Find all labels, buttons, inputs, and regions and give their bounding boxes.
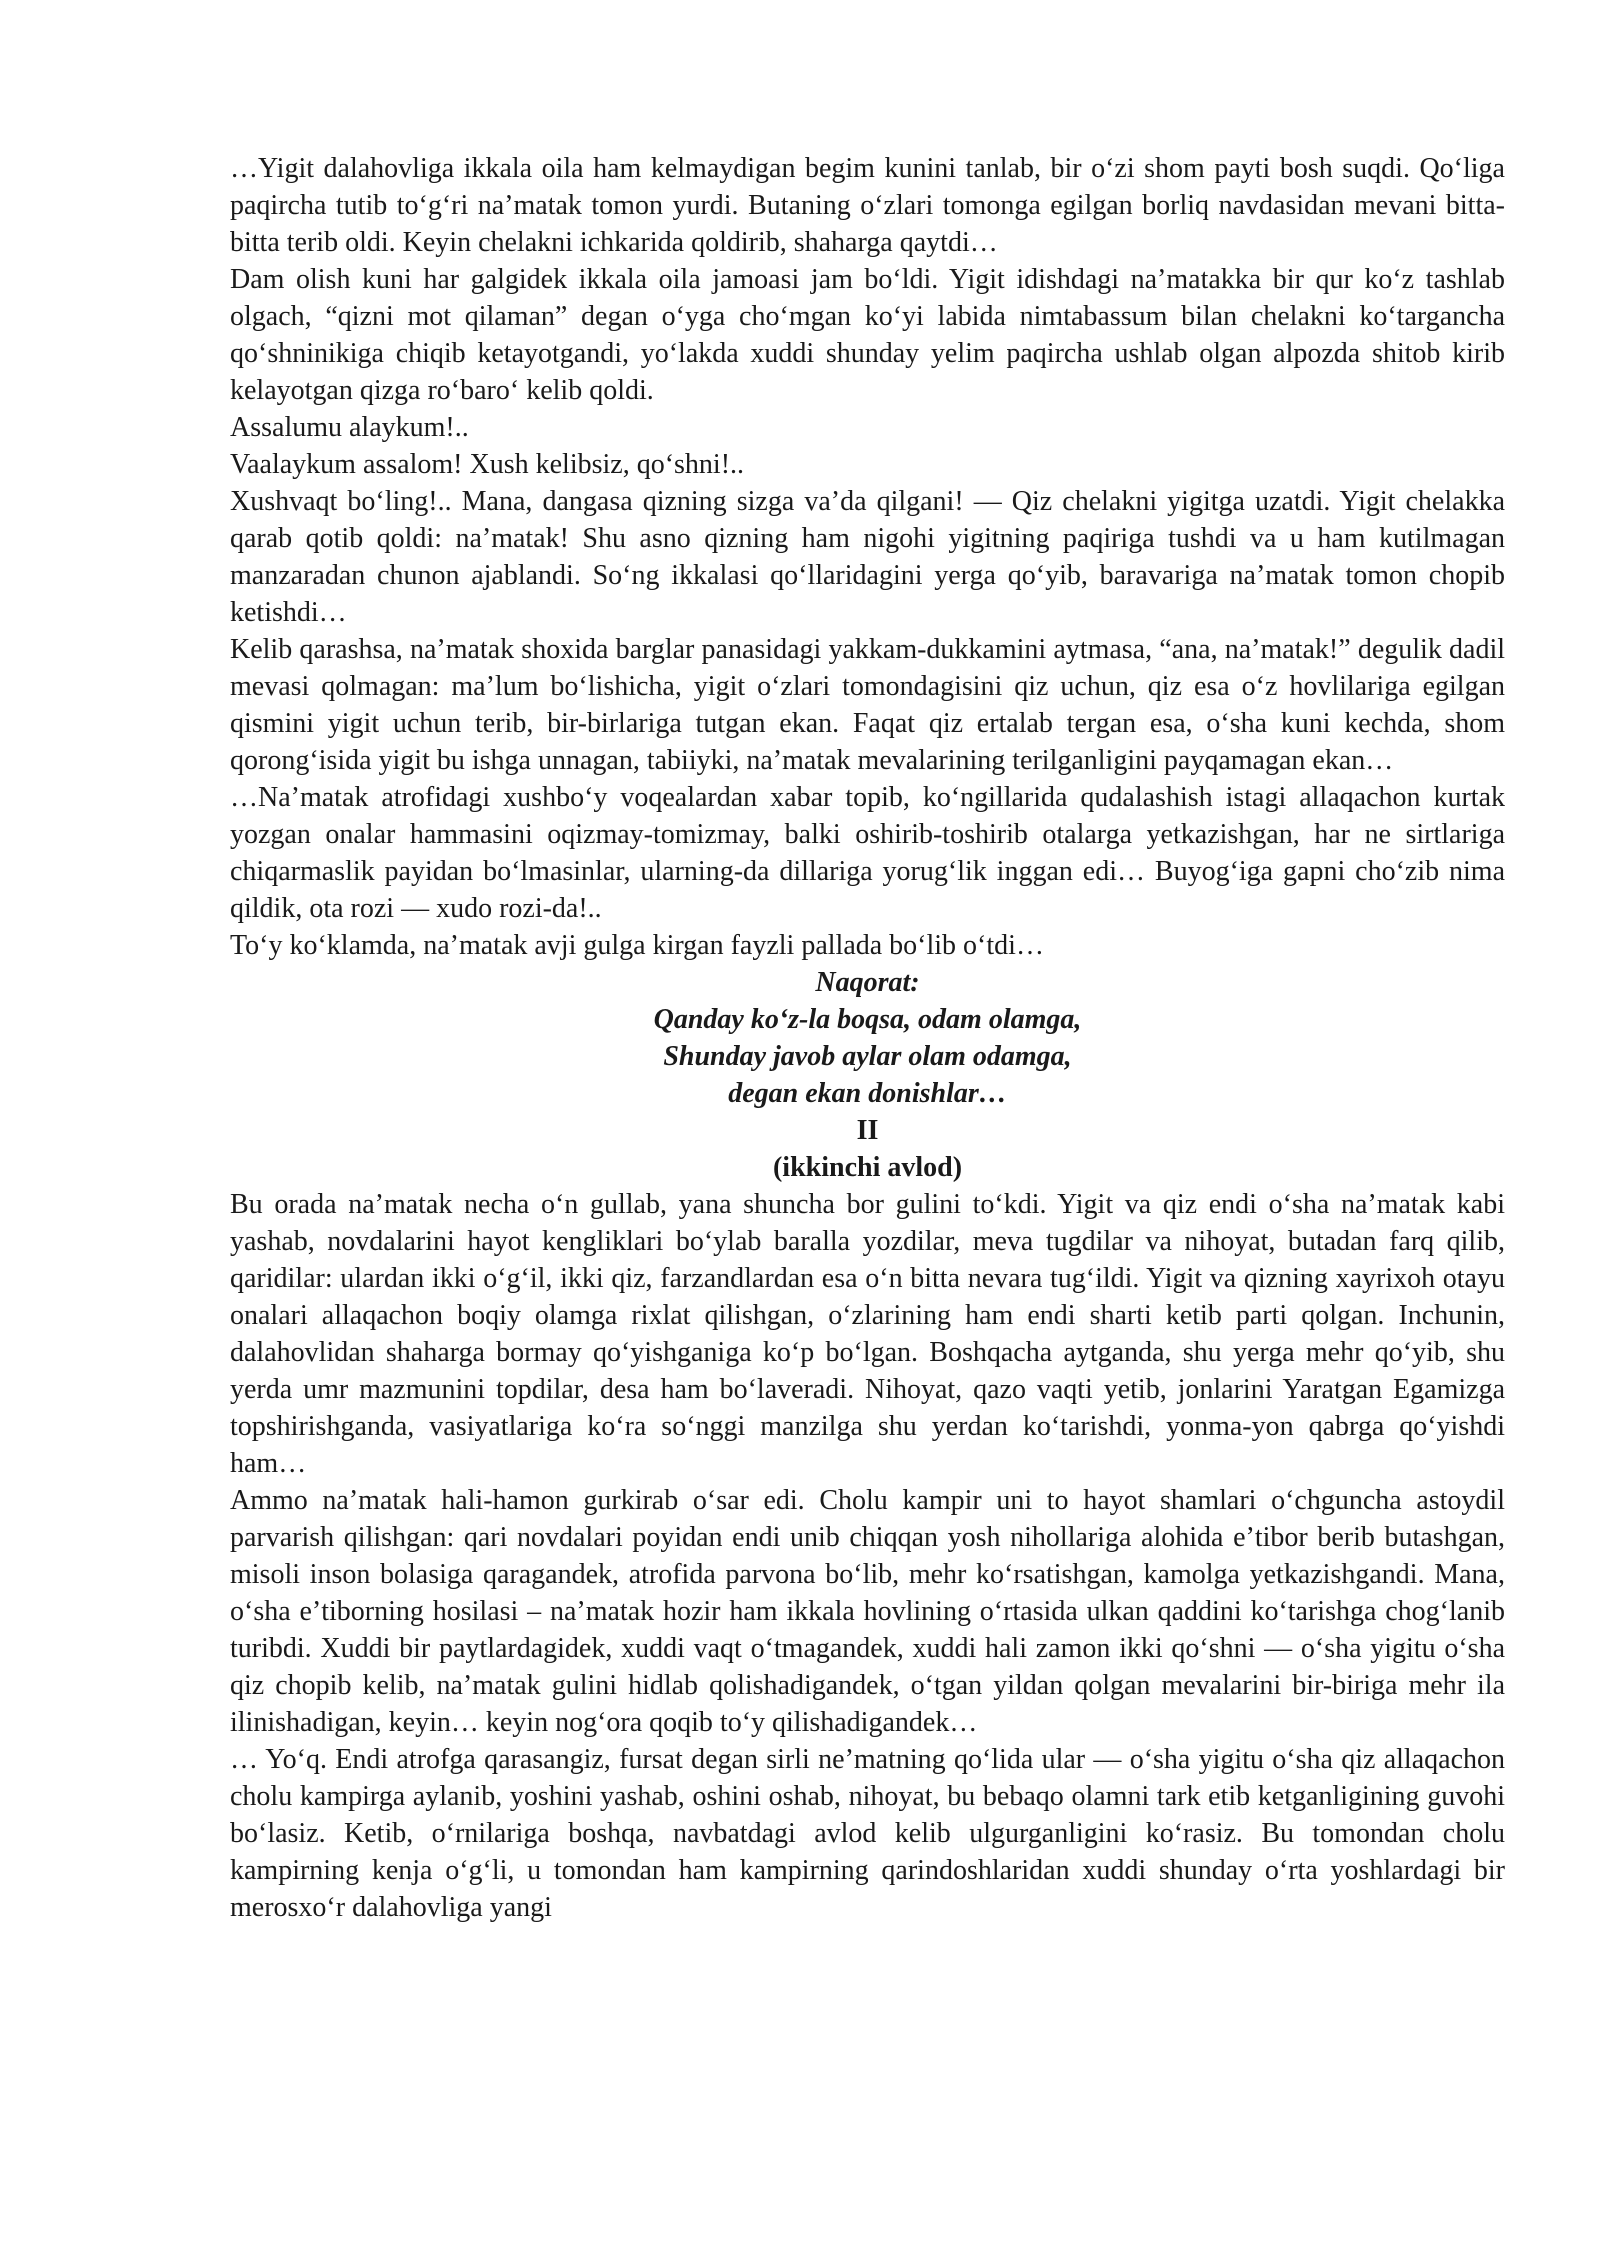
reply-line: Vaalaykum assalom! Xush kelibsiz, qoʻshni!.. — [230, 449, 745, 480]
refrain-line: Shunday javob aylar olam odamga, — [663, 1041, 1072, 1072]
section-number: II — [856, 1115, 879, 1146]
document-page — [230, 150, 1505, 1926]
paragraph: Ammo naʼmatak hali-hamon gurkirab oʻsar edi. Cholu kampir uni to hayot shamlari oʻchguncha astoydil parvarish qilishgan: qari novdalari poyidan endi unib chiqqan yosh nihollariga alohida eʼtibor berib butashgan, misoli inson bolasiga qaragandek, atrofida parvona boʻlib, mehr koʻrsatishgan, kamolga yetkazishgandi. Mana, oʻsha eʼtiborning hosilasi – naʼmatak hozir ham ikkala hovlining oʻrtasida ulkan qaddini koʻtarishga chogʻlanib turibdi. Xuddi bir paytlardagidek, xuddi vaqt oʻtmagandek, xuddi hali zamon ikki qoʻshni — oʻsha yigitu oʻsha qiz chopib kelib, naʼmatak gulini hidlab qolishadigandek, oʻtgan yildan qolgan mevalarini bir-biriga mehr ila ilinishadigan, keyin… keyin nogʻora qoqib toʻy qilishadigandek… — [230, 1485, 1505, 1738]
paragraph: Toʻy koʻklamda, naʼmatak avji gulga kirgan fayzli pallada boʻlib oʻtdi… — [230, 930, 1044, 961]
refrain-heading: Naqorat: — [815, 967, 920, 998]
paragraph: Kelib qarashsa, naʼmatak shoxida barglar panasidagi yakkam-dukkamini aytmasa, “ana, naʼmatak!” degulik dadil mevasi qolmagan: maʼlum boʻlishicha, yigit oʻzlari tomondagisini qiz uchun, qiz esa oʻz hovlilariga egilgan qismini yigit uchun terib, bir-birlariga tutgan ekan. Faqat qiz ertalab tergan esa, oʻsha kuni kechda, shom qorongʻisida yigit bu ishga unnagan, tabiiyki, naʼmatak mevalarining terilganligini payqamagan ekan… — [230, 634, 1505, 776]
paragraph: …Yigit dalahovliga ikkala oila ham kelmaydigan begim kunini tanlab, bir oʻzi shom payti bosh suqdi. Qoʻliga paqircha tutib toʻgʻri naʼmatak tomon yurdi. Butaning oʻzlari tomonga egilgan borliq navdasidan mevani bitta-bitta terib oldi. Keyin chelakni ichkarida qoldirib, shaharga qaytdi… — [230, 153, 1505, 258]
section-subtitle: (ikkinchi avlod) — [772, 1152, 963, 1183]
greeting-line: Assalumu alaykum!.. — [230, 412, 469, 443]
refrain-line: degan ekan donishlar… — [728, 1078, 1007, 1109]
paragraph: … Yoʻq. Endi atrofga qarasangiz, fursat degan sirli neʼmatning qoʻlida ular — oʻsha yigitu oʻsha qiz allaqachon cholu kampirga aylanib, yoshini yashab, oshini oshab, nihoyat, bu bebaqo olamni tark etib ketganligining guvohi boʻlasiz. Ketib, oʻrnilariga boshqa, navbatdagi avlod kelib ulgurganligini koʻrasiz. Bu tomondan cholu kampirning kenja oʻgʻli, u tomondan ham kampirning qarindoshlaridan xuddi shunday oʻrta yoshlardagi bir merosxoʻr dalahovliga yangi — [230, 1744, 1505, 1923]
paragraph: Bu orada naʼmatak necha oʻn gullab, yana shuncha bor gulini toʻkdi. Yigit va qiz endi oʻsha naʼmatak kabi yashab, novdalarini hayot kengliklari boʻylab baralla yozdilar, meva tugdilar va nihoyat, butadan farq qilib, qaridilar: ulardan ikki oʻgʻil, ikki qiz, farzandlardan esa oʻn bitta nevara tugʻildi. Yigit va qizning xayrixoh otayu onalari allaqachon boqiy olamga rixlat qilishgan, oʻzlarining ham endi sharti ketib parti qolgan. Inchunin, dalahovlidan shaharga bormay qoʻyishganiga koʻp boʻlgan. Boshqacha aytganda, shu yerga mehr qoʻyib, shu yerda umr mazmunini topdilar, desa ham boʻlaveradi. Nihoyat, qazo vaqti yetib, jonlarini Yaratgan Egamizga topshirishganda, vasiyatlariga koʻra soʻnggi manzilga shu yerdan koʻtarishdi, yonma-yon qabrga qoʻyishdi ham… — [230, 1189, 1505, 1479]
refrain-line: Qanday koʻz-la boqsa, odam olamga, — [653, 1004, 1082, 1035]
paragraph: …Naʼmatak atrofidagi xushboʻy voqealardan xabar topib, koʻngillarida qudalashish istagi allaqachon kurtak yozgan onalar hammasini oqizmay-tomizmay, balki oshirib-toshirib otalarga yetkazishgan, har ne sirtlariga chiqarmaslik payidan boʻlmasinlar, ularning-da dillariga yorugʻlik inggan edi… Buyogʻiga gapni choʻzib nima qildik, ota rozi — xudo rozi-da!.. — [230, 782, 1505, 924]
paragraph: Xushvaqt boʻling!.. Mana, dangasa qizning sizga vaʼda qilgani! — Qiz chelakni yigitga uzatdi. Yigit chelakka qarab qotib qoldi: naʼmatak! Shu asno qizning ham nigohi yigitning paqiriga tushdi va u ham kutilmagan manzaradan chunon ajablandi. Soʻng ikkalasi qoʻllaridagini yerga qoʻyib, baravariga naʼmatak tomon chopib ketishdi… — [230, 486, 1505, 628]
paragraph: Dam olish kuni har galgidek ikkala oila jamoasi jam boʻldi. Yigit idishdagi naʼmatakka bir qur koʻz tashlab olgach, “qizni mot qilaman” degan oʻyga choʻmgan koʻyi labida nimtabassum bilan chelakni koʻtargancha qoʻshninikiga chiqib ketayotgandi, yoʻlakda xuddi shunday yelim paqircha ushlab olgan alpozda shitob kirib kelayotgan qizga roʻbaroʻ kelib qoldi. — [230, 264, 1505, 406]
